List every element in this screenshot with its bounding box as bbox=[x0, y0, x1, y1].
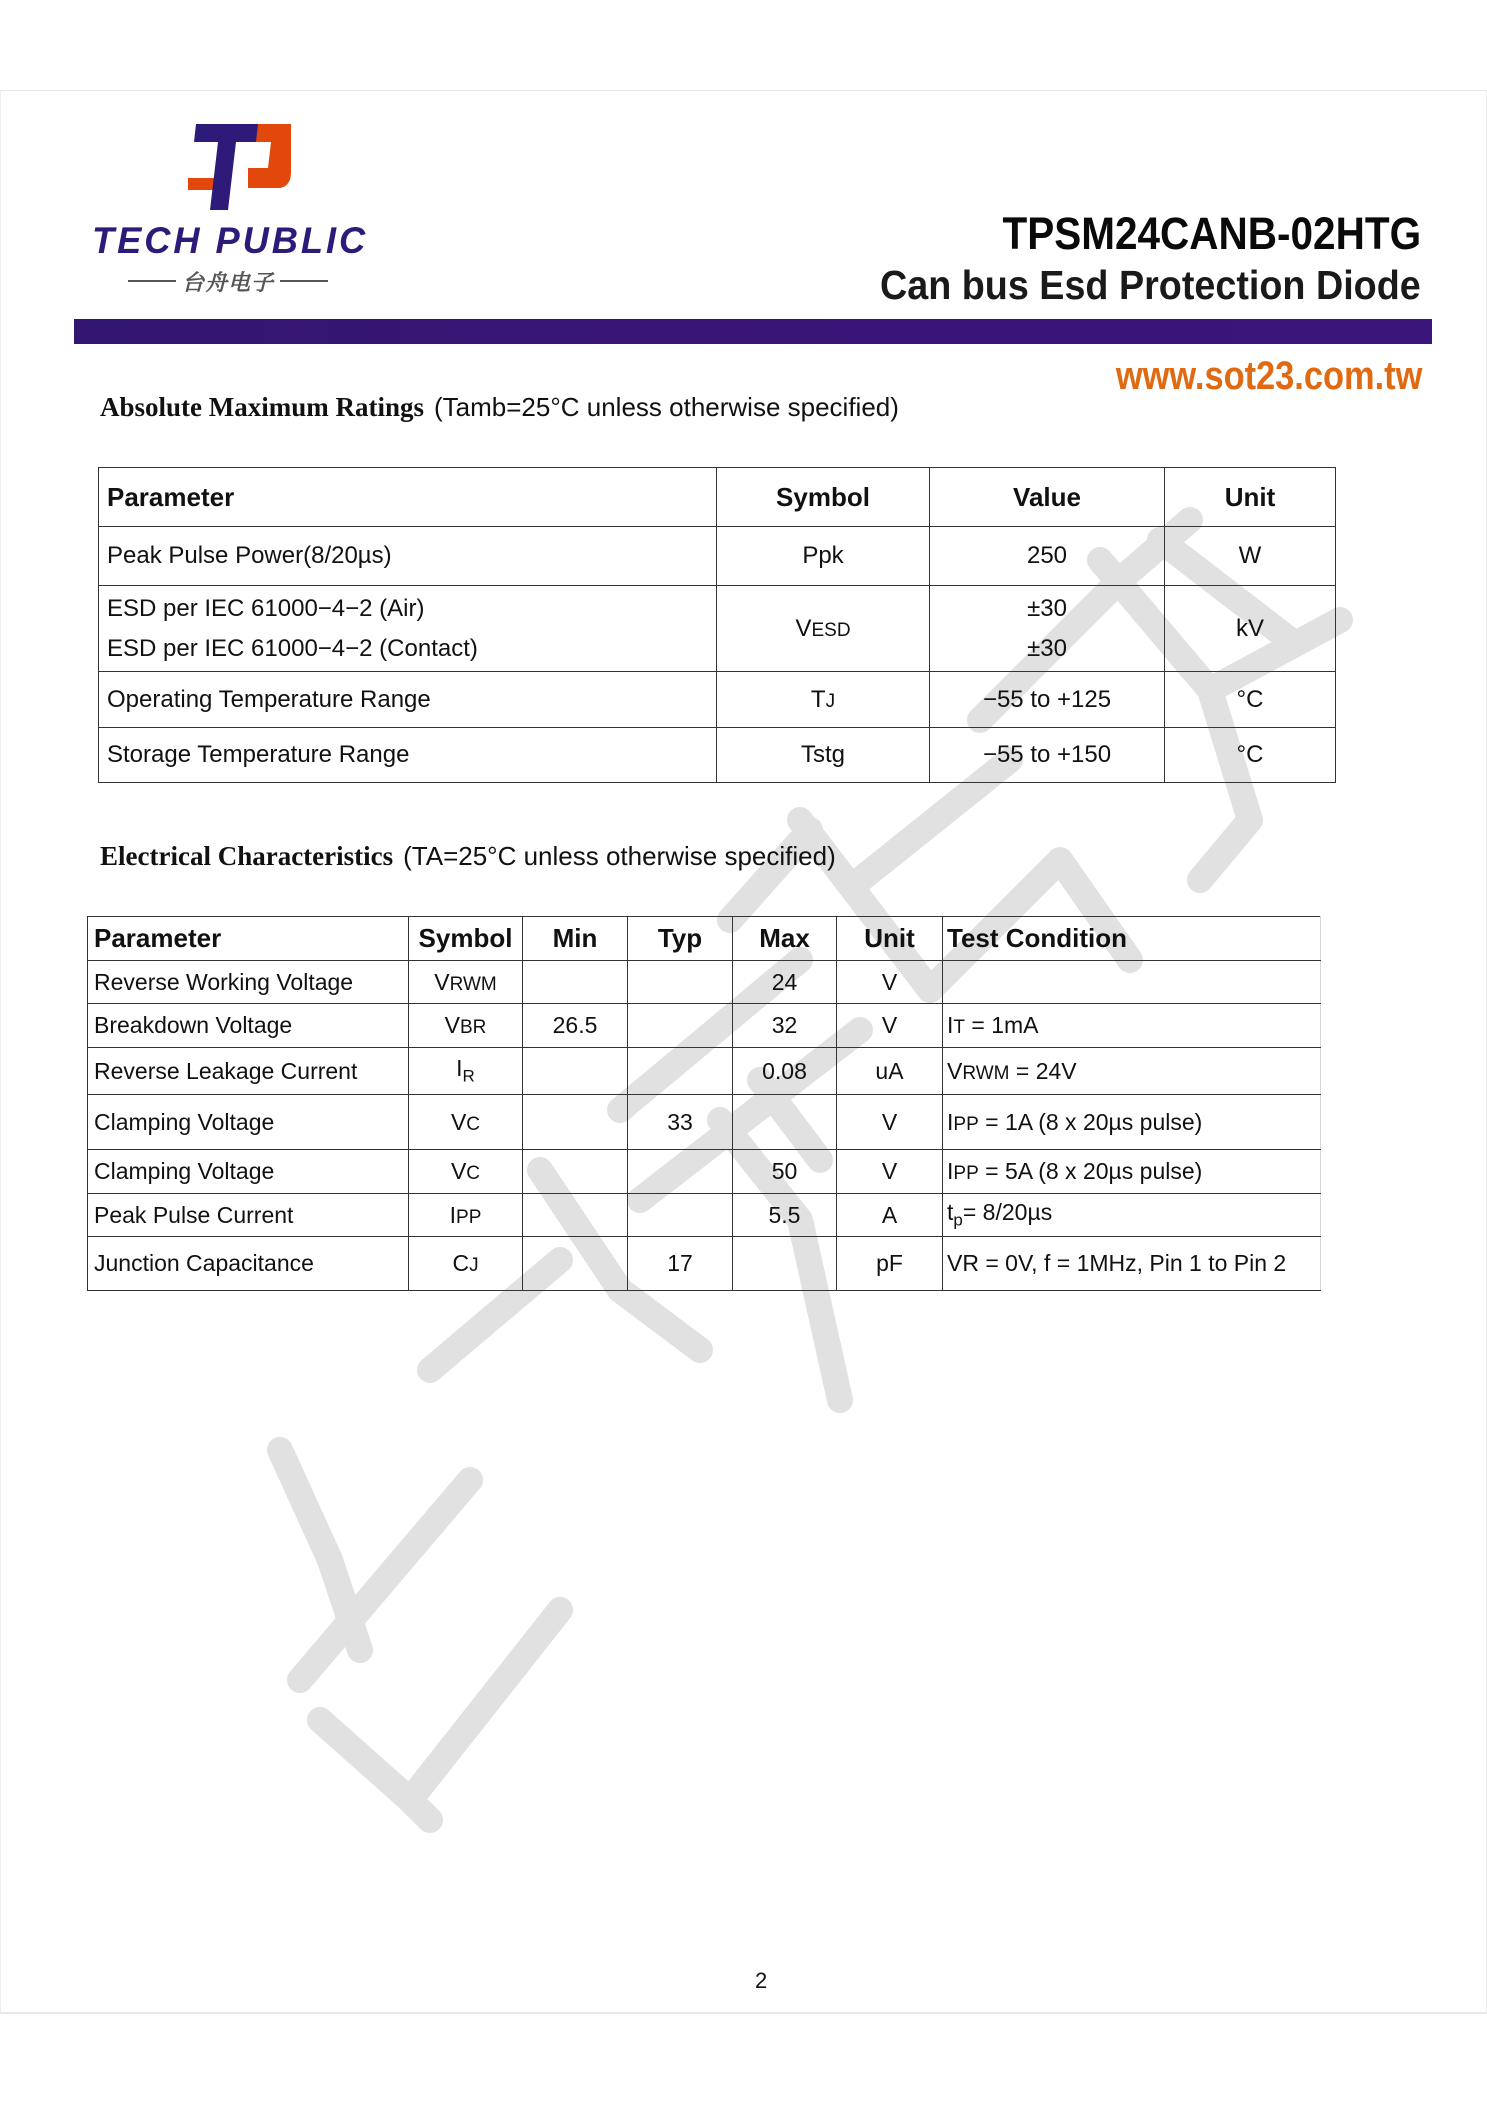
parameter-line: ESD per IEC 61000−4−2 (Contact) bbox=[107, 634, 478, 662]
cell-min: 26.5 bbox=[523, 1004, 628, 1048]
parameter-line: ESD per IEC 61000−4−2 (Air) bbox=[107, 594, 425, 622]
cell-min bbox=[523, 1048, 628, 1095]
cell-unit: pF bbox=[837, 1237, 943, 1291]
cell-symbol bbox=[409, 961, 523, 1004]
cell-max: 50 bbox=[733, 1150, 837, 1194]
product-description: Can bus Esd Protection Diode bbox=[880, 262, 1421, 308]
symbol-base: I bbox=[947, 1108, 954, 1135]
cell-min bbox=[523, 1095, 628, 1150]
electrical-characteristics-table bbox=[87, 916, 1321, 1291]
divider bbox=[128, 280, 176, 282]
cell-symbol bbox=[409, 1150, 523, 1194]
symbol-subscript: ESD bbox=[811, 619, 851, 641]
section-title: Electrical Characteristics bbox=[100, 841, 394, 871]
cell-symbol bbox=[409, 1004, 523, 1048]
cell-unit: A bbox=[837, 1194, 943, 1237]
cell-typ bbox=[628, 1194, 733, 1237]
cell-typ: 33 bbox=[628, 1095, 733, 1150]
cell-max: 24 bbox=[733, 961, 837, 1004]
symbol-base: I bbox=[449, 1201, 457, 1228]
column-header: Symbol bbox=[717, 468, 930, 527]
symbol-subscript: J bbox=[469, 1255, 479, 1276]
symbol-base: t bbox=[947, 1199, 954, 1226]
absolute-max-heading bbox=[100, 392, 899, 423]
cell-symbol bbox=[409, 1194, 523, 1237]
column-header: Min bbox=[523, 917, 628, 961]
symbol-subscript: PP bbox=[953, 1113, 979, 1135]
symbol-subscript: T bbox=[953, 1017, 965, 1038]
column-header: Max bbox=[733, 917, 837, 961]
cell-parameter: Peak Pulse Current bbox=[88, 1194, 409, 1237]
table-row bbox=[99, 672, 1336, 728]
cell-parameter: Clamping Voltage bbox=[88, 1150, 409, 1194]
cell-max: 32 bbox=[733, 1004, 837, 1048]
cell-parameter: Junction Capacitance bbox=[88, 1237, 409, 1291]
section-title: Absolute Maximum Ratings bbox=[100, 392, 425, 422]
symbol-base: V bbox=[434, 968, 450, 995]
cell-max bbox=[733, 1237, 837, 1291]
cell-value: −55 to +125 bbox=[930, 672, 1165, 728]
cell-max: 0.08 bbox=[733, 1048, 837, 1095]
cell-max: 5.5 bbox=[733, 1194, 837, 1237]
symbol-base: V bbox=[444, 1012, 460, 1038]
table-row bbox=[88, 961, 1321, 1004]
symbol-base: T bbox=[810, 685, 826, 713]
symbol-subscript: C bbox=[466, 1163, 481, 1184]
cell-symbol: Tstg bbox=[717, 728, 930, 783]
cell-condition: VRWM = 24V bbox=[943, 1048, 1321, 1095]
column-header: Typ bbox=[628, 917, 733, 961]
cell-min bbox=[523, 1194, 628, 1237]
table-row bbox=[99, 527, 1336, 586]
symbol-base: V bbox=[947, 1057, 963, 1084]
symbol-subscript: C bbox=[466, 1113, 481, 1135]
cell-min bbox=[523, 1237, 628, 1291]
symbol-subscript: RWM bbox=[449, 973, 497, 995]
symbol-subscript: p bbox=[953, 1210, 963, 1230]
cell-condition: IPP = 5A (8 x 20µs pulse) bbox=[943, 1150, 1321, 1194]
cell-parameter: Operating Temperature Range bbox=[99, 672, 717, 728]
cell-max bbox=[733, 1095, 837, 1150]
symbol-base: V bbox=[450, 1158, 467, 1184]
cell-value bbox=[930, 586, 1165, 672]
symbol-base: I bbox=[947, 1012, 954, 1038]
cell-unit: °C bbox=[1165, 672, 1336, 728]
symbol-subscript: BR bbox=[459, 1017, 487, 1038]
cell-parameter: Peak Pulse Power(8/20µs) bbox=[99, 527, 717, 586]
cell-parameter: Reverse Leakage Current bbox=[88, 1048, 409, 1095]
divider bbox=[280, 280, 328, 282]
cell-condition: IPP = 1A (8 x 20µs pulse) bbox=[943, 1095, 1321, 1150]
table-row bbox=[88, 1194, 1321, 1237]
symbol-subscript: R bbox=[462, 1066, 475, 1086]
header-divider-bar bbox=[74, 319, 1432, 344]
absolute-max-ratings-table bbox=[98, 467, 1336, 783]
brand-name: TECH PUBLIC bbox=[92, 220, 369, 261]
cell-unit: uA bbox=[837, 1048, 943, 1095]
cell-parameter: Breakdown Voltage bbox=[88, 1004, 409, 1048]
logo-mark-icon bbox=[188, 122, 293, 212]
website-link[interactable]: www.sot23.com.tw bbox=[1115, 354, 1422, 398]
electrical-characteristics-heading bbox=[100, 841, 836, 872]
cell-typ bbox=[628, 1150, 733, 1194]
column-header: Parameter bbox=[99, 468, 717, 527]
cell-unit: V bbox=[837, 1095, 943, 1150]
cell-symbol bbox=[409, 1237, 523, 1291]
table-row bbox=[99, 728, 1336, 783]
column-header: Symbol bbox=[409, 917, 523, 961]
symbol-subscript: PP bbox=[456, 1206, 482, 1228]
value-line: ±30 bbox=[1027, 634, 1067, 662]
value-line: ±30 bbox=[1027, 594, 1067, 622]
symbol-base: I bbox=[456, 1055, 463, 1082]
column-header: Value bbox=[930, 468, 1165, 527]
cell-parameter: Clamping Voltage bbox=[88, 1095, 409, 1150]
symbol-base: I bbox=[947, 1158, 954, 1184]
table-header-row bbox=[99, 468, 1336, 527]
cell-unit: kV bbox=[1165, 586, 1336, 672]
table-row bbox=[88, 1237, 1321, 1291]
cell-symbol: Ppk bbox=[717, 527, 930, 586]
cell-symbol bbox=[717, 672, 930, 728]
cell-value: 250 bbox=[930, 527, 1165, 586]
symbol-base: V bbox=[795, 614, 812, 642]
table-row bbox=[88, 1048, 1321, 1095]
cell-unit: °C bbox=[1165, 728, 1336, 783]
column-header: Parameter bbox=[88, 917, 409, 961]
brand-chinese-name: 台舟电子 bbox=[182, 269, 275, 295]
section-note: (Tamb=25°C unless otherwise specified) bbox=[434, 392, 899, 422]
table-row bbox=[88, 1150, 1321, 1194]
cell-typ bbox=[628, 1004, 733, 1048]
cell-condition: IT = 1mA bbox=[943, 1004, 1321, 1048]
cell-symbol bbox=[409, 1095, 523, 1150]
cell-unit: W bbox=[1165, 527, 1336, 586]
symbol-subscript: RWM bbox=[962, 1062, 1010, 1084]
cell-parameter: Storage Temperature Range bbox=[99, 728, 717, 783]
table-row bbox=[99, 586, 1336, 672]
cell-min bbox=[523, 1150, 628, 1194]
symbol-subscript: J bbox=[825, 690, 836, 712]
cell-parameter bbox=[99, 586, 717, 672]
cell-parameter: Reverse Working Voltage bbox=[88, 961, 409, 1004]
column-header: Unit bbox=[1165, 468, 1336, 527]
section-note: (TA=25°C unless otherwise specified) bbox=[403, 841, 836, 871]
column-header: Test Condition bbox=[943, 917, 1321, 961]
table-header-row bbox=[88, 917, 1321, 961]
symbol-base: C bbox=[452, 1250, 470, 1276]
column-header: Unit bbox=[837, 917, 943, 961]
cell-value: −55 to +150 bbox=[930, 728, 1165, 783]
cell-typ bbox=[628, 961, 733, 1004]
symbol-subscript: PP bbox=[953, 1163, 979, 1184]
cell-symbol bbox=[409, 1048, 523, 1095]
company-logo bbox=[88, 118, 369, 298]
table-row bbox=[88, 1004, 1321, 1048]
symbol-base: V bbox=[450, 1108, 467, 1135]
cell-unit: V bbox=[837, 1150, 943, 1194]
cell-typ: 17 bbox=[628, 1237, 733, 1291]
cell-condition: $t_p= 8/20\mu s$ bbox=[943, 1194, 1321, 1237]
part-number-title: TPSM24CANB-02HTG bbox=[1002, 208, 1421, 259]
page-number: 2 bbox=[755, 1968, 768, 1993]
table-row bbox=[88, 1095, 1321, 1150]
cell-min bbox=[523, 961, 628, 1004]
cell-condition: VR = 0V, f = 1MHz, Pin 1 to Pin 2 bbox=[943, 1237, 1321, 1291]
cell-unit: V bbox=[837, 961, 943, 1004]
brand-subtitle bbox=[128, 266, 328, 296]
cell-unit: V bbox=[837, 1004, 943, 1048]
cell-symbol bbox=[717, 586, 930, 672]
cell-condition bbox=[943, 961, 1321, 1004]
cell-typ bbox=[628, 1048, 733, 1095]
